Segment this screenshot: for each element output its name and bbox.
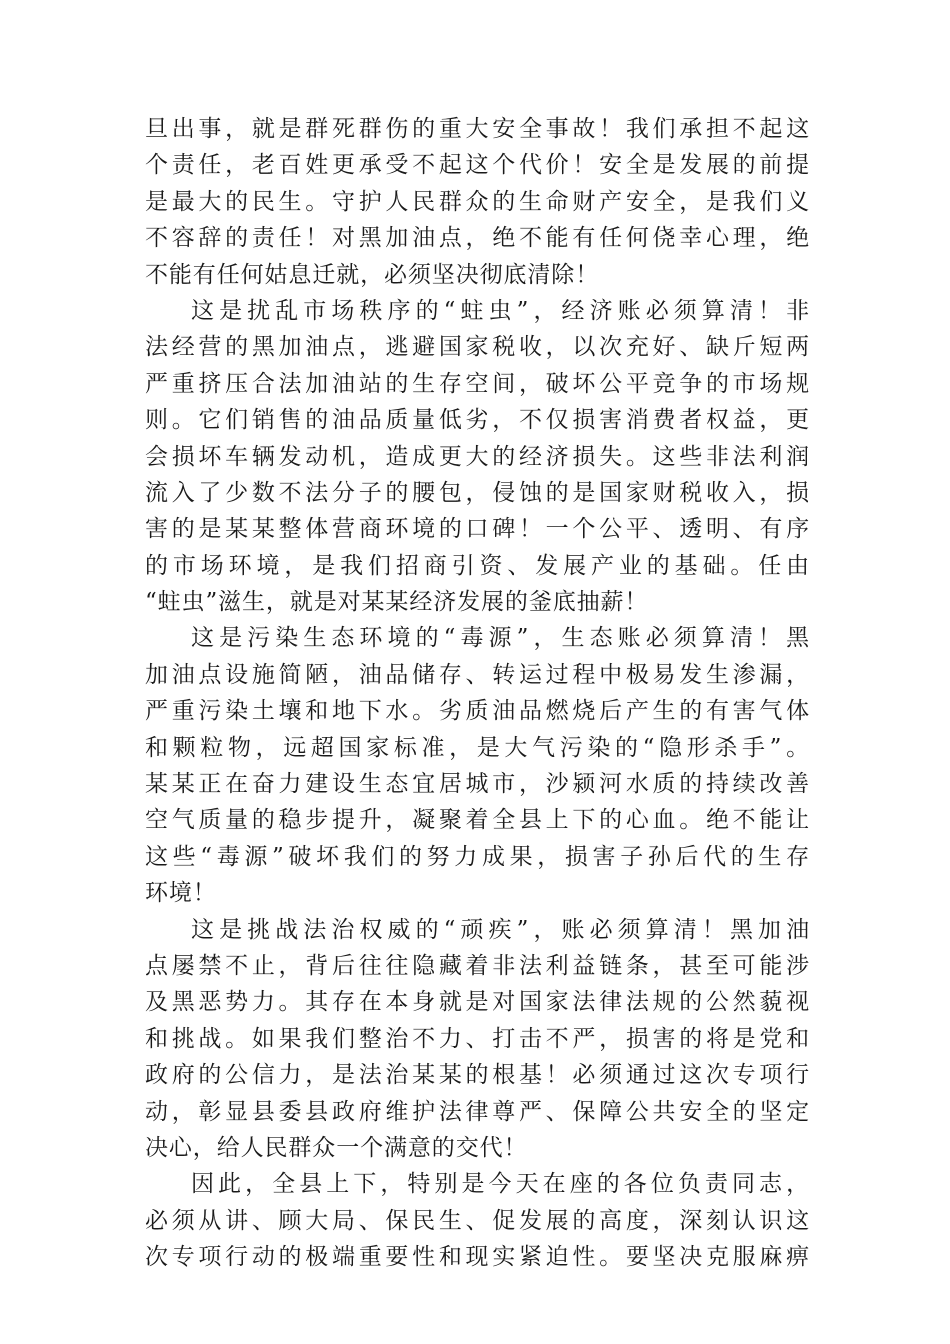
text-line: 严重挤压合法加油站的生存空间，破坏公平竞争的市场规 bbox=[145, 370, 810, 397]
text-line: 是最大的民生。守护人民群众的生命财产安全，是我们义 bbox=[145, 188, 810, 215]
text-line: 空气质量的稳步提升，凝聚着全县上下的心血。绝不能让 bbox=[145, 807, 810, 834]
text-line: 决心，给人民群众一个满意的交代！ bbox=[145, 1134, 528, 1161]
text-line: 不能有任何姑息迁就，必须坚决彻底清除！ bbox=[145, 261, 600, 288]
text-line: 则。它们销售的油品质量低劣，不仅损害消费者权益，更 bbox=[145, 407, 810, 434]
text-line: 这些“毒源”破坏我们的努力成果，损害子孙后代的生存 bbox=[145, 843, 810, 870]
text-line: 这是污染生态环境的“毒源”，生态账必须算清！黑 bbox=[191, 625, 810, 652]
text-line: 法经营的黑加油点，逃避国家税收，以次充好、缺斤短两 bbox=[145, 334, 810, 361]
text-line: 和颗粒物，远超国家标准，是大气污染的“隐形杀手”。 bbox=[145, 734, 810, 761]
text-line: 严重污染土壤和地下水。劣质油品燃烧后产生的有害气体 bbox=[145, 698, 810, 725]
text-line: 点屡禁不止，背后往往隐藏着非法利益链条，甚至可能涉 bbox=[145, 952, 810, 979]
text-line: 环境！ bbox=[145, 880, 217, 907]
text-line: 因此，全县上下，特别是今天在座的各位负责同志， bbox=[191, 1171, 810, 1198]
text-line: 这是扰乱市场秩序的“蛀虫”，经济账必须算清！非 bbox=[191, 297, 810, 324]
text-line: 流入了少数不法分子的腰包，侵蚀的是国家财税收入，损 bbox=[145, 479, 810, 506]
text-line: “蛀虫”滋生，就是对某某经济发展的釜底抽薪！ bbox=[145, 589, 649, 616]
text-line: 和挑战。如果我们整治不力、打击不严，损害的将是党和 bbox=[145, 1025, 810, 1052]
text-line: 害的是某某整体营商环境的口碑！一个公平、透明、有序 bbox=[145, 516, 810, 543]
text-line: 次专项行动的极端重要性和现实紧迫性。要坚决克服麻痹 bbox=[145, 1244, 810, 1271]
text-line: 加油点设施简陋，油品储存、转运过程中极易发生渗漏， bbox=[145, 661, 810, 688]
text-line: 这是挑战法治权威的“顽疾”，账必须算清！黑加油 bbox=[191, 916, 810, 943]
text-line: 必须从讲、顾大局、保民生、促发展的高度，深刻认识这 bbox=[145, 1207, 810, 1234]
text-line: 不容辞的责任！对黑加油点，绝不能有任何侥幸心理，绝 bbox=[145, 225, 810, 252]
body-text bbox=[145, 111, 810, 1276]
text-line: 会损坏车辆发动机，造成更大的经济损失。这些非法利润 bbox=[145, 443, 810, 470]
text-line: 个责任，老百姓更承受不起这个代价！安全是发展的前提 bbox=[145, 152, 810, 179]
text-line: 某某正在奋力建设生态宜居城市，沙颍河水质的持续改善 bbox=[145, 771, 810, 798]
text-line: 动，彰显县委县政府维护法律尊严、保障公共安全的坚定 bbox=[145, 1098, 810, 1125]
text-line: 的市场环境，是我们招商引资、发展产业的基础。任由 bbox=[145, 552, 810, 579]
text-line: 及黑恶势力。其存在本身就是对国家法律法规的公然藐视 bbox=[145, 989, 810, 1016]
text-line: 旦出事，就是群死群伤的重大安全事故！我们承担不起这 bbox=[145, 116, 810, 142]
text-line: 政府的公信力，是法治某某的根基！必须通过这次专项行 bbox=[145, 1062, 810, 1089]
